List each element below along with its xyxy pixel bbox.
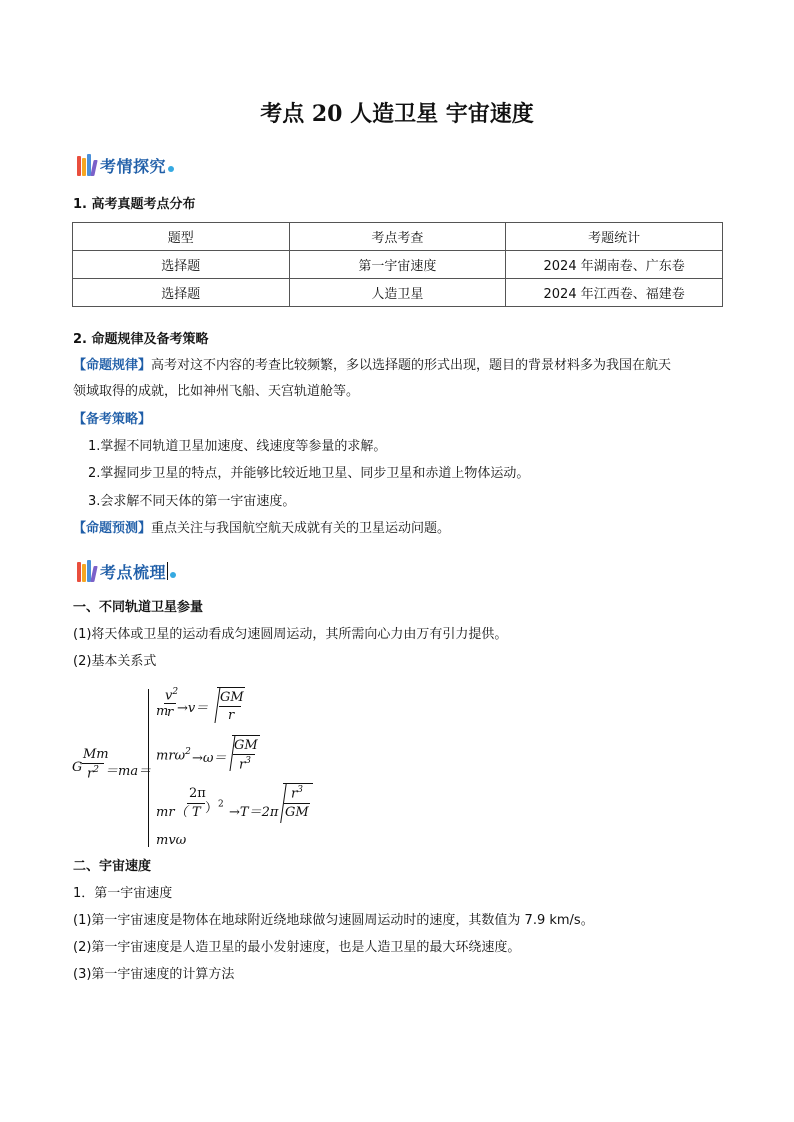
formula-symbol: G <box>72 760 83 775</box>
fraction-bar <box>233 754 255 755</box>
paragraph: (3)第一宇宙速度的计算方法 <box>73 967 235 982</box>
formula-den: T <box>192 805 201 820</box>
formula-num: Mm <box>83 747 109 762</box>
formula-symbol: ＝ma＝ <box>105 764 152 779</box>
section-banner-key-points <box>77 556 176 586</box>
fraction-bar <box>187 803 205 804</box>
formula-num: $r^3$ <box>291 785 303 802</box>
formula-symbol: ）$^2$ <box>205 799 224 816</box>
rule-tag: 【命题规律】 <box>73 358 152 373</box>
section-banner-exam-analysis <box>77 150 174 180</box>
formula-symbol: mrω$^2$ <box>156 747 191 764</box>
fraction-bar <box>82 763 104 764</box>
gravitation-formula <box>72 683 332 853</box>
formula-den: $r^3$ <box>239 756 251 773</box>
predict-tag: 【命题预测】 <box>73 521 152 536</box>
radical-bar <box>217 687 245 688</box>
formula-num: GM <box>234 738 258 753</box>
cursor-mark <box>167 562 168 580</box>
section-two-heading: 二、宇宙速度 <box>73 859 152 874</box>
rule-text: 高考对这不内容的考查比较频繁，多以选择题的形式出现，题目的背景材料多为我国在航天 <box>151 358 672 373</box>
table-cell: 第一宇宙速度 <box>289 251 506 279</box>
section-label: 考情探究 <box>100 156 167 176</box>
page-title: 考点 20 人造卫星 宇宙速度 <box>260 101 534 127</box>
dot-icon <box>170 572 176 578</box>
rule-text-cont: 领域取得的成就，比如神州飞船、天宫轨道舱等。 <box>73 384 360 399</box>
table-header-cell: 考题统计 <box>506 223 723 251</box>
formula-symbol: mvω <box>156 833 187 848</box>
table-cell: 2024 年湖南卷、广东卷 <box>506 251 723 279</box>
part1-heading: 1. 高考真题考点分布 <box>73 197 196 212</box>
strategy-item: 2.掌握同步卫星的特点，并能够比较近地卫星、同步卫星和赤道上物体运动。 <box>88 466 530 481</box>
paragraph: (1)将天体或卫星的运动看成匀速圆周运动，其所需向心力由万有引力提供。 <box>73 627 508 642</box>
paragraph: (2)第一宇宙速度是人造卫星的最小发射速度，也是人造卫星的最大环绕速度。 <box>73 940 521 955</box>
table-cell: 2024 年江西卷、福建卷 <box>506 279 723 307</box>
table-cell: 选择题 <box>73 279 290 307</box>
formula-symbol: mr（ <box>156 805 188 820</box>
books-icon <box>77 560 97 582</box>
formula-symbol: →T＝2π <box>229 805 279 820</box>
table-row <box>73 279 723 307</box>
brace <box>148 689 155 847</box>
table-header-cell: 考点考查 <box>289 223 506 251</box>
formula-num: GM <box>220 690 244 705</box>
part2-heading: 2. 命题规律及备考策略 <box>73 332 209 347</box>
paragraph: (1)第一宇宙速度是物体在地球附近绕地球做匀速圆周运动时的速度，其数值为 7.9 km/s。 <box>73 913 594 928</box>
formula-symbol: m <box>156 704 169 719</box>
formula-den: r <box>167 705 174 720</box>
rule-paragraph <box>73 358 671 374</box>
dot-icon <box>168 166 174 172</box>
radical-sign <box>206 687 220 723</box>
books-icon <box>77 154 97 176</box>
fraction-bar <box>164 703 176 704</box>
strategy-item: 3.会求解不同天体的第一宇宙速度。 <box>88 494 296 509</box>
exam-distribution-table <box>72 222 723 307</box>
table-cell: 人造卫星 <box>289 279 506 307</box>
table-header-cell: 题型 <box>73 223 290 251</box>
radical-bar <box>283 783 313 784</box>
formula-den: r <box>228 708 235 723</box>
table-cell: 选择题 <box>73 251 290 279</box>
formula-symbol: →ω＝ <box>192 751 227 766</box>
formula-num: $v^2$ <box>165 687 179 704</box>
formula-symbol: →v＝ <box>177 701 209 716</box>
table-header-row <box>73 223 723 251</box>
fraction-bar <box>219 706 241 707</box>
section-one-heading: 一、不同轨道卫星参量 <box>73 600 204 615</box>
predict-paragraph <box>73 521 450 537</box>
subheading: 1．第一宇宙速度 <box>73 886 173 901</box>
fraction-bar <box>284 803 310 804</box>
strategy-item: 1.掌握不同轨道卫星加速度、线速度等参量的求解。 <box>88 439 387 454</box>
predict-text: 重点关注与我国航空航天成就有关的卫星运动问题。 <box>151 521 451 536</box>
table-row <box>73 251 723 279</box>
radical-bar <box>232 735 260 736</box>
formula-num: 2π <box>189 786 206 801</box>
paragraph: (2)基本关系式 <box>73 654 157 669</box>
section-label: 考点梳理 <box>100 562 167 582</box>
formula-den: GM <box>285 805 309 820</box>
strategy-tag: 【备考策略】 <box>73 412 152 427</box>
formula-den: $r^2$ <box>87 765 99 782</box>
